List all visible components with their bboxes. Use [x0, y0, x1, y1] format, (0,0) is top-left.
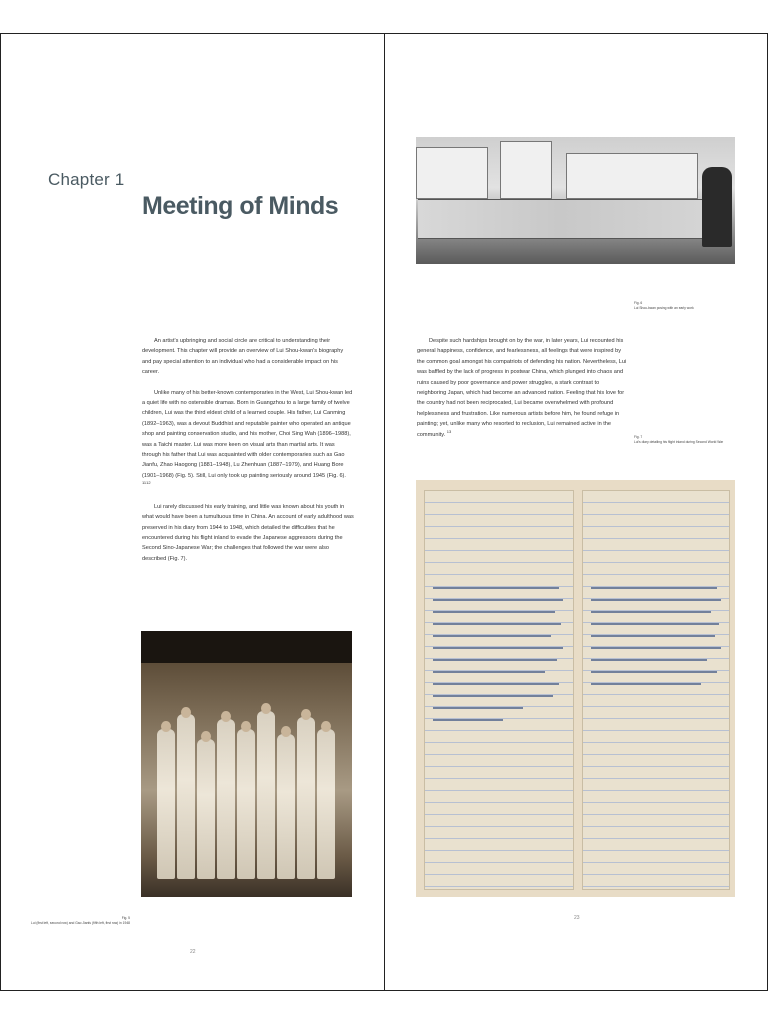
fig5-caption	[10, 916, 130, 925]
fig6-label: Fig. 6	[634, 301, 643, 305]
person	[177, 714, 195, 879]
fig7-caption-text: Lui's diary detailing his flight inland during Second World War	[634, 439, 724, 444]
handwriting-line	[433, 635, 551, 637]
head	[281, 726, 291, 737]
handwriting-line	[591, 659, 707, 661]
handwriting-line	[591, 635, 715, 637]
person	[157, 729, 175, 879]
footnote-marker: 13	[446, 428, 452, 434]
handwriting-line	[591, 647, 721, 649]
head	[241, 721, 251, 732]
head	[161, 721, 171, 732]
building	[416, 147, 488, 199]
head	[181, 707, 191, 718]
head	[201, 731, 211, 742]
handwriting-line	[433, 683, 559, 685]
right-body-text	[417, 336, 627, 450]
handwriting-line	[433, 611, 555, 613]
handwriting-line	[433, 659, 557, 661]
handwriting-line	[433, 671, 545, 673]
handwriting-line	[433, 623, 561, 625]
fig7-caption	[634, 435, 744, 444]
chapter-title: Meeting of Minds	[142, 192, 339, 220]
person	[197, 739, 215, 879]
person	[317, 729, 335, 879]
person	[277, 734, 295, 879]
person	[257, 711, 275, 879]
calligraphy-banner	[141, 631, 352, 663]
painting-scroll	[418, 199, 702, 239]
paragraph-postwar: Despite such hardships brought on by the war, in later years, Lui recounted his general happiness, confidence, and fearlessness, all feelings that were inspired by the common goal amongst his compatriots of defending his nation. Nevertheless, Lui was baffled by the lack of progress in postwar China, which plunged into chaos and ruins caused by poor governance and power struggles, a stark contrast to neighboring Japan, which had become an advanced nation. Feeling that his love for the country had not been reciprocated, Lui became overwhelmed with profound helplessness and frustration. Like numerous artists before him, he found refuge in painting; yet, unlike many who resorted to reclusion, Lui remained active in the community. $^{13}$	[417, 338, 627, 438]
fig5-label: Fig. 5	[121, 916, 130, 920]
handwriting-line	[433, 707, 523, 709]
group-figures	[155, 699, 341, 879]
chapter-label: Chapter 1	[48, 170, 125, 189]
head	[301, 709, 311, 720]
footnote-marker: 12	[146, 480, 151, 486]
person	[237, 729, 255, 879]
diary-page-right	[582, 490, 730, 890]
head	[261, 703, 271, 714]
diary-page-left	[424, 490, 574, 890]
fig6-caption-text: Lui Shou-kwan posing with an early work	[634, 305, 694, 310]
head	[221, 711, 231, 722]
left-body-text	[142, 336, 354, 574]
handwriting-line	[433, 599, 563, 601]
building	[566, 153, 698, 199]
page-number-left: 22	[190, 949, 196, 955]
building	[500, 141, 552, 199]
diary-photo	[416, 480, 735, 897]
head	[321, 721, 331, 732]
handwriting-line	[591, 587, 717, 589]
handwriting-line	[591, 671, 717, 673]
person	[217, 719, 235, 879]
handwriting-line	[433, 587, 559, 589]
handwriting-line	[433, 719, 503, 721]
handwriting-line	[591, 611, 711, 613]
fig6-caption	[634, 301, 744, 310]
handwriting-line	[433, 647, 563, 649]
handwriting-line	[591, 683, 701, 685]
person	[297, 717, 315, 879]
paragraph-intro: An artist's upbringing and social circle are critical to understanding their development. This chapter will provide an overview of Lui Shou-kwan's biography and pay special attention to an individual who had a considerable impact on his career.	[142, 338, 344, 376]
fig5-caption-text: Lui (first left, second row) and Gao Jianfu (fifth left, first row) in 1948	[31, 920, 130, 925]
paragraph-family: Unlike many of his better-known contemporaries in the West, Lui Shou-kwan led a quiet life with no ostensible dramas. Born in Guangzhou to a large family of twelve children, Lui was the third eldest child of a learned couple. His father, Lui Canming (1892–1963), was a devout Buddhist and reputable painter who operated an antique shop and painting conservation studio, and his mother, Choi Sing Wah (1896–1988), was a Taichi master. Lui was more keen on visual arts than martial arts. It was through his father that Lui was acquainted with older contemporaries such as Gao Jianfu, Zhao Haogong (1881–1948), Lu Zhenhuan (1887–1979), and Huang Bore (1901–1968) (Fig. 5). Still, Lui only took up painting seriously around 1945 (Fig. 6). $^{1112}$	[142, 389, 353, 486]
footnote-marker: 11	[142, 480, 147, 486]
fig7-label: Fig. 7	[634, 435, 643, 439]
paragraph-training: Lui rarely discussed his early training, and little was known about his youth in what would have been a tumultuous time in China. An account of early adulthood was preserved in his diary from 1944 to 1948, which detailed the difficulties that he encountered during his flight inland to evade the Japanese aggressors during the Second Sino-Japanese War; the challenges that followed the war were also described (Fig. 7).	[142, 503, 354, 562]
group-photo	[141, 631, 352, 897]
handwriting-line	[591, 599, 721, 601]
artist-figure	[702, 167, 732, 247]
handwriting-line	[433, 695, 553, 697]
handwriting-line	[591, 623, 719, 625]
page-number-right: 23	[574, 915, 580, 921]
street-photo	[416, 137, 735, 264]
